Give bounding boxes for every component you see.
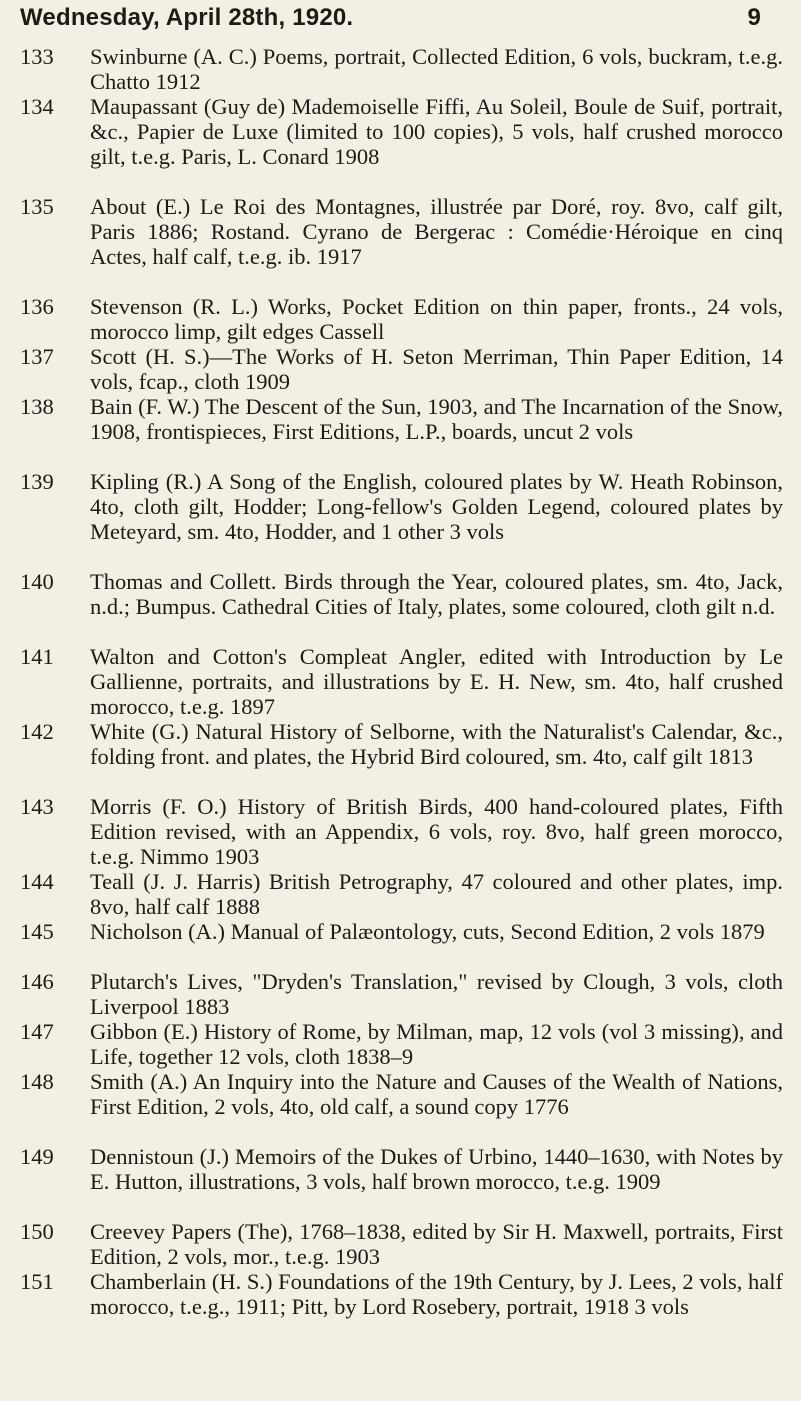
lot-entry bbox=[0, 344, 801, 394]
lot-description: Teall (J. J. Harris) British Petrography, 47 coloured and other plates, imp. 8vo, half calf 1888 bbox=[90, 869, 783, 920]
lot-number: 149 bbox=[20, 1144, 54, 1169]
lot-number: 147 bbox=[20, 1019, 54, 1044]
lot-number: 142 bbox=[20, 719, 54, 744]
lot-number: 139 bbox=[20, 469, 54, 494]
lot-number: 150 bbox=[20, 1219, 54, 1244]
lot-number: 133 bbox=[20, 44, 54, 69]
lot-entry bbox=[0, 294, 801, 344]
lot-number: 140 bbox=[20, 569, 54, 594]
lot-description: Dennistoun (J.) Memoirs of the Dukes of Urbino, 1440–1630, with Notes by E. Hutton, illustrations, 3 vols, half brown morocco, t.e.g. 1909 bbox=[90, 1144, 783, 1195]
lot-entry bbox=[0, 394, 801, 469]
lot-list bbox=[0, 44, 801, 1344]
lot-number: 135 bbox=[20, 194, 54, 219]
lot-entry bbox=[0, 794, 801, 869]
lot-description: Walton and Cotton's Compleat Angler, edited with Introduction by Le Gallienne, portraits, and illustrations by E. H. New, sm. 4to, half crushed morocco, t.e.g. 1897 bbox=[90, 644, 783, 720]
lot-entry bbox=[0, 44, 801, 94]
lot-number: 145 bbox=[20, 919, 54, 944]
lot-number: 151 bbox=[20, 1269, 54, 1294]
lot-number: 144 bbox=[20, 869, 54, 894]
lot-entry bbox=[0, 644, 801, 719]
lot-entry bbox=[0, 569, 801, 644]
lot-description: Bain (F. W.) The Descent of the Sun, 1903, and The Incarnation of the Snow, 1908, frontispieces, First Editions, L.P., boards, uncut 2 vols bbox=[90, 394, 783, 445]
lot-number: 134 bbox=[20, 94, 54, 119]
lot-number: 148 bbox=[20, 1069, 54, 1094]
lot-entry bbox=[0, 1219, 801, 1269]
lot-description: Swinburne (A. C.) Poems, portrait, Collected Edition, 6 vols, buckram, t.e.g. Chatto 1912 bbox=[90, 44, 783, 95]
lot-description: About (E.) Le Roi des Montagnes, illustrée par Doré, roy. 8vo, calf gilt, Paris 1886; Rostand. Cyrano de Bergerac : Comédie·Héroique en cinq Actes, half calf, t.e.g. ib. 1917 bbox=[90, 194, 783, 270]
lot-description: Scott (H. S.)—The Works of H. Seton Merriman, Thin Paper Edition, 14 vols, fcap., cloth 1909 bbox=[90, 344, 783, 395]
lot-number: 143 bbox=[20, 794, 54, 819]
lot-description: Morris (F. O.) History of British Birds, 400 hand-coloured plates, Fifth Edition revised, with an Appendix, 6 vols, roy. 8vo, half green morocco, t.e.g. Nimmo 1903 bbox=[90, 794, 783, 870]
lot-description: Kipling (R.) A Song of the English, coloured plates by W. Heath Robinson, 4to, cloth gilt, Hodder; Long-fellow's Golden Legend, coloured plates by Meteyard, sm. 4to, Hodder, and 1 other 3 vols bbox=[90, 469, 783, 545]
lot-description: Maupassant (Guy de) Mademoiselle Fiffi, Au Soleil, Boule de Suif, portrait, &c., Papier de Luxe (limited to 100 copies), 5 vols, half crushed morocco gilt, t.e.g. Paris, L. Conard 1908 bbox=[90, 94, 783, 170]
lot-entry bbox=[0, 719, 801, 794]
lot-entry bbox=[0, 469, 801, 569]
lot-description: Gibbon (E.) History of Rome, by Milman, map, 12 vols (vol 3 missing), and Life, together 12 vols, cloth 1838–9 bbox=[90, 1019, 783, 1070]
lot-description: Stevenson (R. L.) Works, Pocket Edition on thin paper, fronts., 24 vols, morocco limp, gilt edges Cassell bbox=[90, 294, 783, 345]
lot-number: 146 bbox=[20, 969, 54, 994]
lot-description: Nicholson (A.) Manual of Palæontology, cuts, Second Edition, 2 vols 1879 bbox=[90, 919, 765, 944]
lot-entry bbox=[0, 1019, 801, 1069]
lot-number: 141 bbox=[20, 644, 54, 669]
lot-entry bbox=[0, 1144, 801, 1219]
lot-entry bbox=[0, 1069, 801, 1144]
lot-entry bbox=[0, 869, 801, 919]
header-date: Wednesday, April 28th, 1920. bbox=[20, 4, 354, 31]
lot-description: Creevey Papers (The), 1768–1838, edited by Sir H. Maxwell, portraits, First Edition, 2 vols, mor., t.e.g. 1903 bbox=[90, 1219, 783, 1270]
lot-description: Plutarch's Lives, "Dryden's Translation," revised by Clough, 3 vols, cloth Liverpool 1883 bbox=[90, 969, 783, 1020]
lot-number: 136 bbox=[20, 294, 54, 319]
lot-description: White (G.) Natural History of Selborne, with the Naturalist's Calendar, &c., folding front. and plates, the Hybrid Bird coloured, sm. 4to, calf gilt 1813 bbox=[90, 719, 783, 770]
lot-description: Thomas and Collett. Birds through the Year, coloured plates, sm. 4to, Jack, n.d.; Bumpus. Cathedral Cities of Italy, plates, some coloured, cloth gilt n.d. bbox=[90, 569, 783, 620]
lot-entry bbox=[0, 1269, 801, 1344]
lot-entry bbox=[0, 94, 801, 194]
lot-entry bbox=[0, 194, 801, 294]
page-number: 9 bbox=[747, 4, 761, 31]
lot-description: Smith (A.) An Inquiry into the Nature and Causes of the Wealth of Nations, First Edition, 2 vols, 4to, old calf, a sound copy 1776 bbox=[90, 1069, 783, 1120]
page-header bbox=[20, 4, 781, 40]
lot-number: 138 bbox=[20, 394, 54, 419]
lot-description: Chamberlain (H. S.) Foundations of the 19th Century, by J. Lees, 2 vols, half morocco, t.e.g., 1911; Pitt, by Lord Rosebery, portrait, 1918 3 vols bbox=[90, 1269, 783, 1320]
lot-entry bbox=[0, 969, 801, 1019]
lot-entry bbox=[0, 919, 801, 969]
lot-number: 137 bbox=[20, 344, 54, 369]
